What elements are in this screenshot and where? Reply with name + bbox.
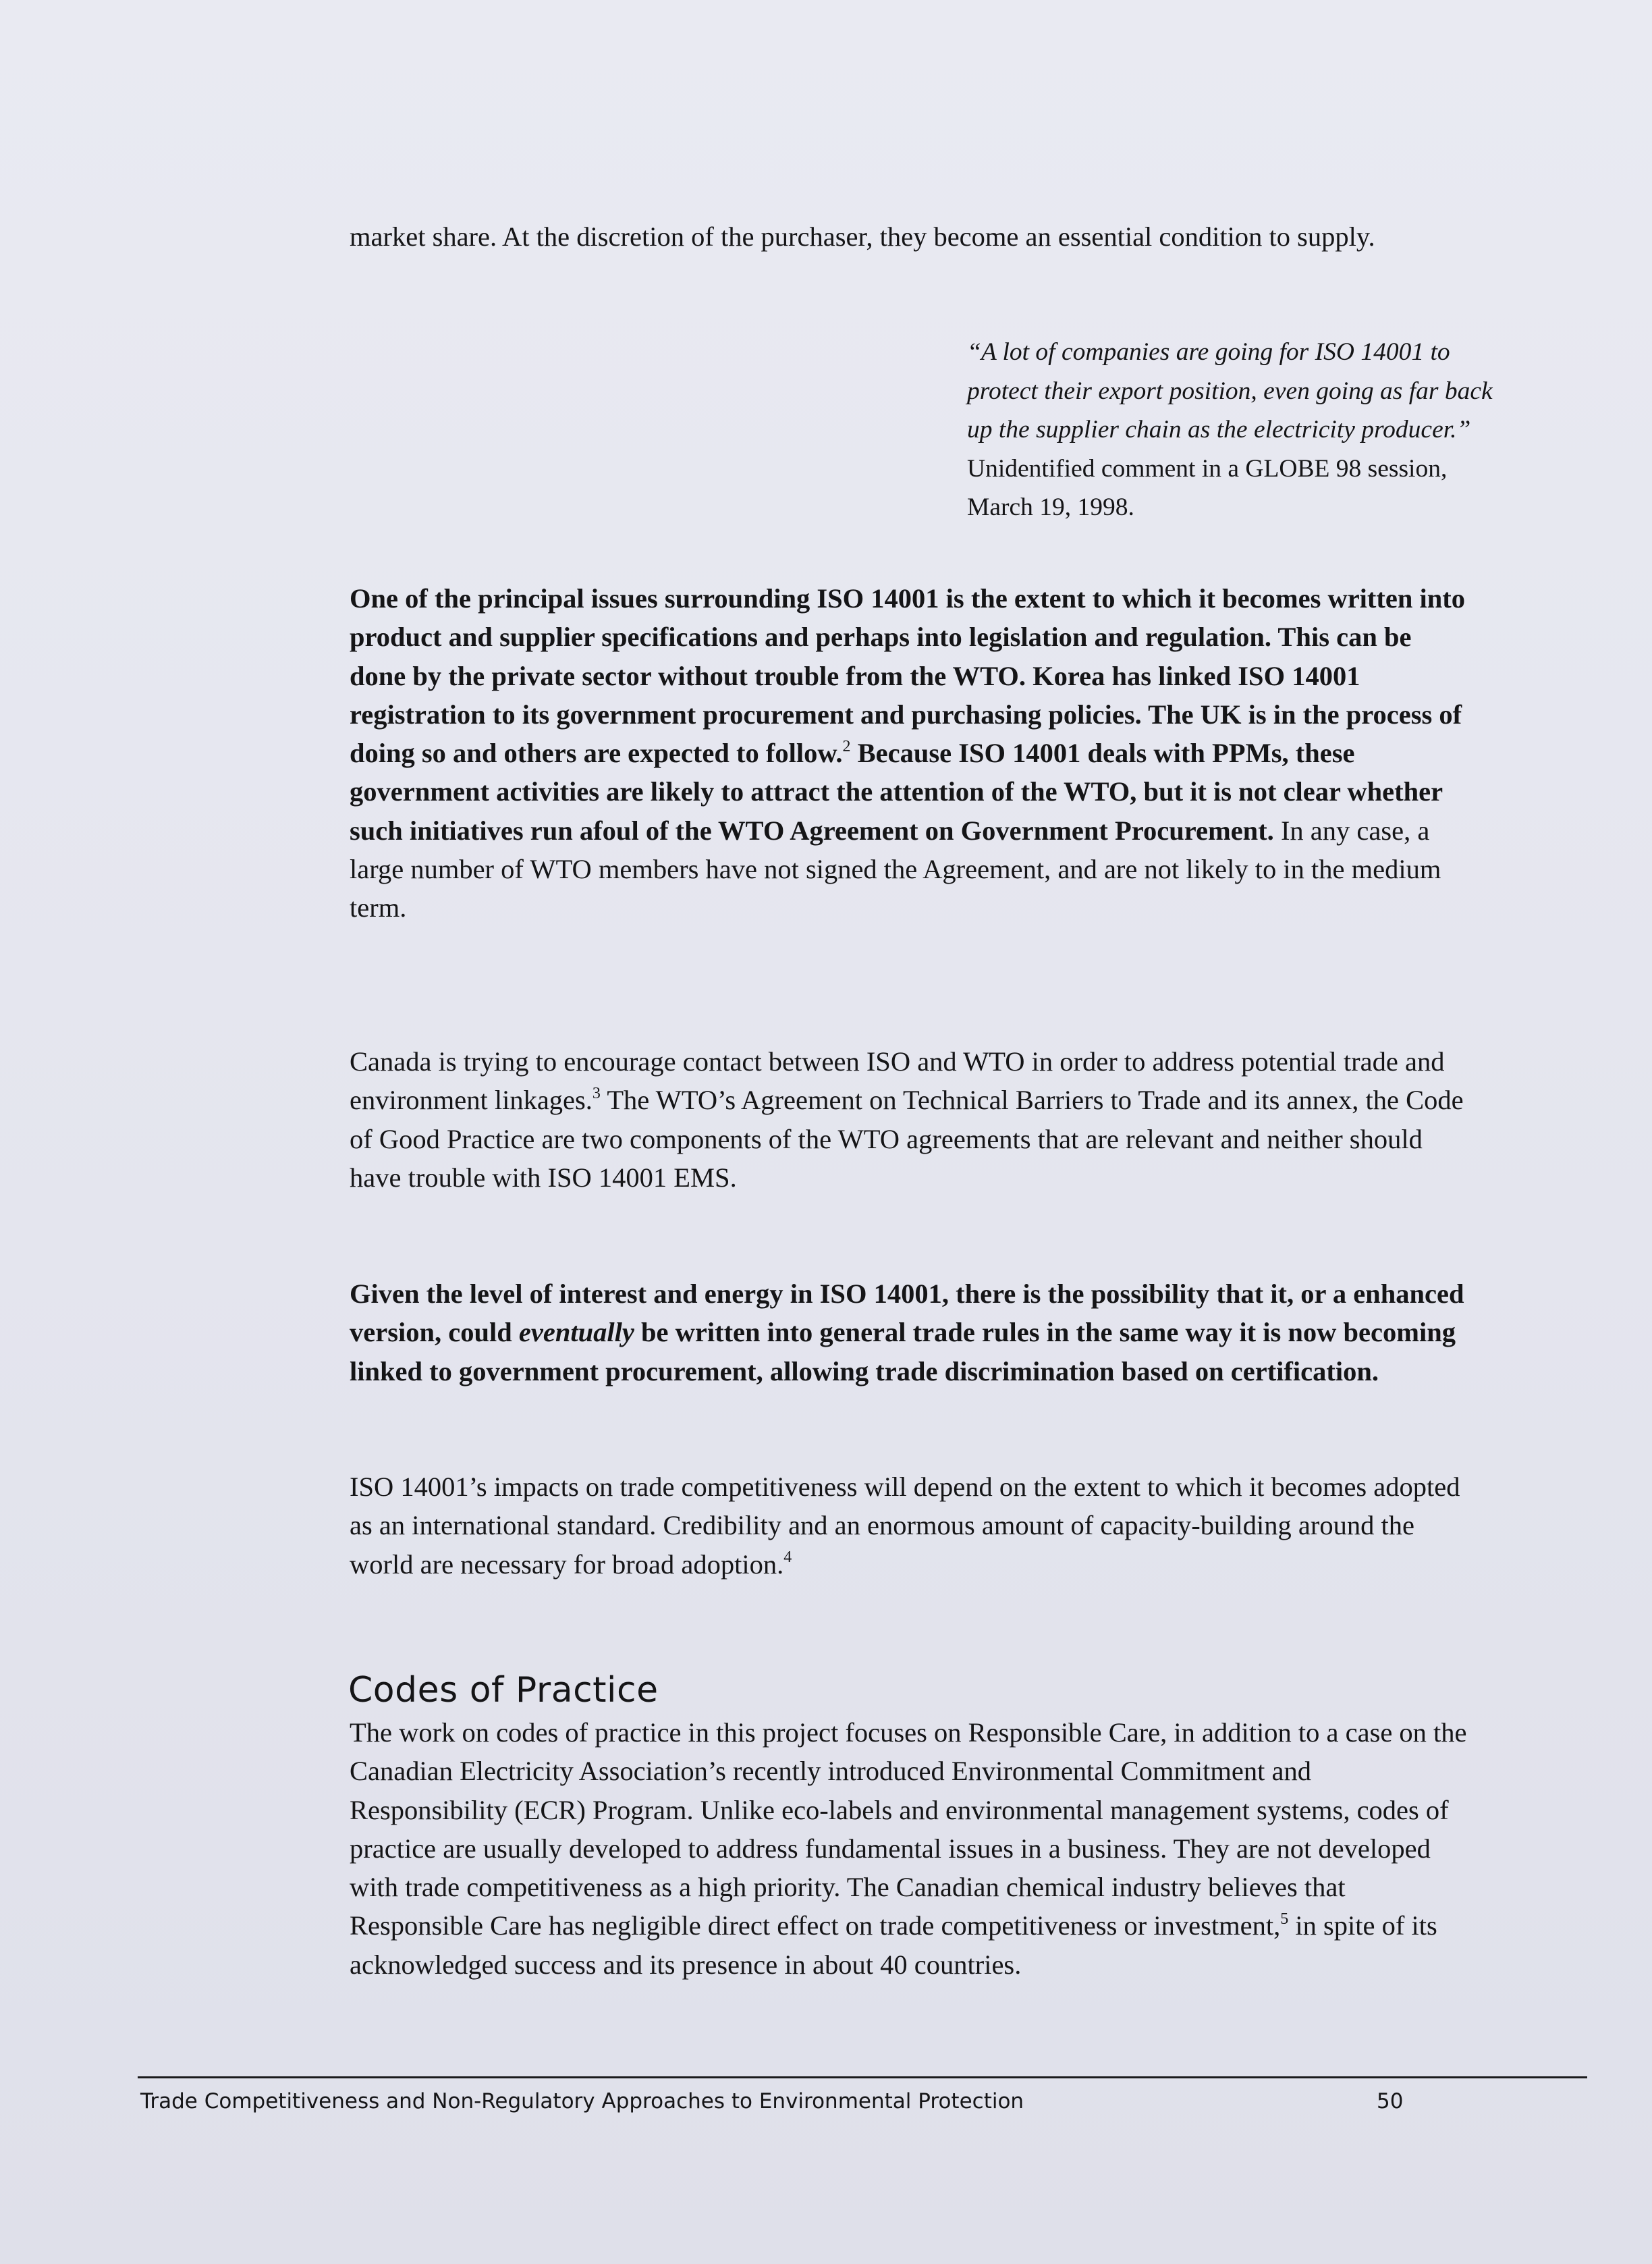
footnote-ref-4[interactable]: 4 [783,1548,792,1567]
page-number: 50 [1377,2089,1404,2113]
intro-paragraph: market share. At the discretion of the purchaser, they become an essential condition to supply. [350,221,1375,252]
codes-paragraph [350,1713,1470,1984]
given-part1: Given the level of interest and energy in ISO 14001, there is the possibility that it, or a enhanced version, could [350,1278,1464,1348]
given-part2: be written into general trade rules in the same way it is now becoming linked to government procurement, allowing trade discrimination based on certification. [350,1317,1456,1386]
given-emphasis: eventually [518,1317,634,1348]
impacts-text: ISO 14001’s impacts on trade competitiveness will depend on the extent to which it becomes adopted as an international standard. Credibility and an enormous amount of capacity-building around the world are necessary for broad adoption. [350,1472,1460,1580]
given-paragraph [350,1274,1470,1391]
issues-bold-part1: One of the principal issues surrounding ISO 14001 is the extent to which it becomes written into product and supplier specifications and perhaps into legislation and regulation. This can be done by the private sector without trouble from the WTO. Korea has linked ISO 14001 registration to its government procurement and purchasing policies. The UK is in the process of doing so and others are expected to follow. [350,583,1466,769]
section-heading-codes-of-practice: Codes of Practice [348,1670,659,1710]
impacts-paragraph [350,1467,1470,1584]
canada-part1: Canada is trying to encourage contact between ISO and WTO in order to address potential trade and environment linkages. [350,1046,1445,1116]
codes-part2: in spite of its acknowledged success and its presence in about 40 countries. [350,1910,1437,1980]
footnote-ref-2[interactable]: 2 [842,737,851,755]
footer-running-title: Trade Competitiveness and Non-Regulatory Approaches to Environmental Protection [140,2089,1024,2113]
codes-part1: The work on codes of practice in this project focuses on Responsible Care, in addition to a case on the Canadian Electricity Association’s recently introduced Environmental Commitment and Responsibility (ECR) Program. Unlike eco-labels and environmental management systems, codes of practice are usually developed to address fundamental issues in a business. They are not developed with trade competitiveness as a high priority. The Canadian chemical industry believes that Responsible Care has negligible direct effect on trade competitiveness or investment, [350,1717,1467,1941]
iso-issues-paragraph [350,579,1470,927]
canada-paragraph [350,1042,1470,1197]
pull-quote-text: “A lot of companies are going for ISO 14001 to protect their export position, even going as far back up the supplier chain as the electricity producer.” [967,338,1493,443]
footnote-ref-5[interactable]: 5 [1280,1910,1289,1928]
pull-quote-source: Unidentified comment in a GLOBE 98 session, March 19, 1998. [967,454,1448,521]
issues-bold-part2: Because ISO 14001 deals with PPMs, these government activities are likely to attract the attention of the WTO, but it is not clear whether such initiatives run afoul of the WTO Agreement on Government Procurement. [350,738,1443,846]
footnote-ref-3[interactable]: 3 [592,1084,601,1102]
pull-quote [967,333,1493,527]
issues-regular-part: In any case, a large number of WTO members have not signed the Agreement, and are not likely to in the medium term. [350,815,1441,923]
footer-divider [138,2076,1587,2078]
canada-part2: The WTO’s Agreement on Technical Barriers to Trade and its annex, the Code of Good Practice are two components of the WTO agreements that are relevant and neither should have trouble with ISO 14001 EMS. [350,1085,1464,1193]
